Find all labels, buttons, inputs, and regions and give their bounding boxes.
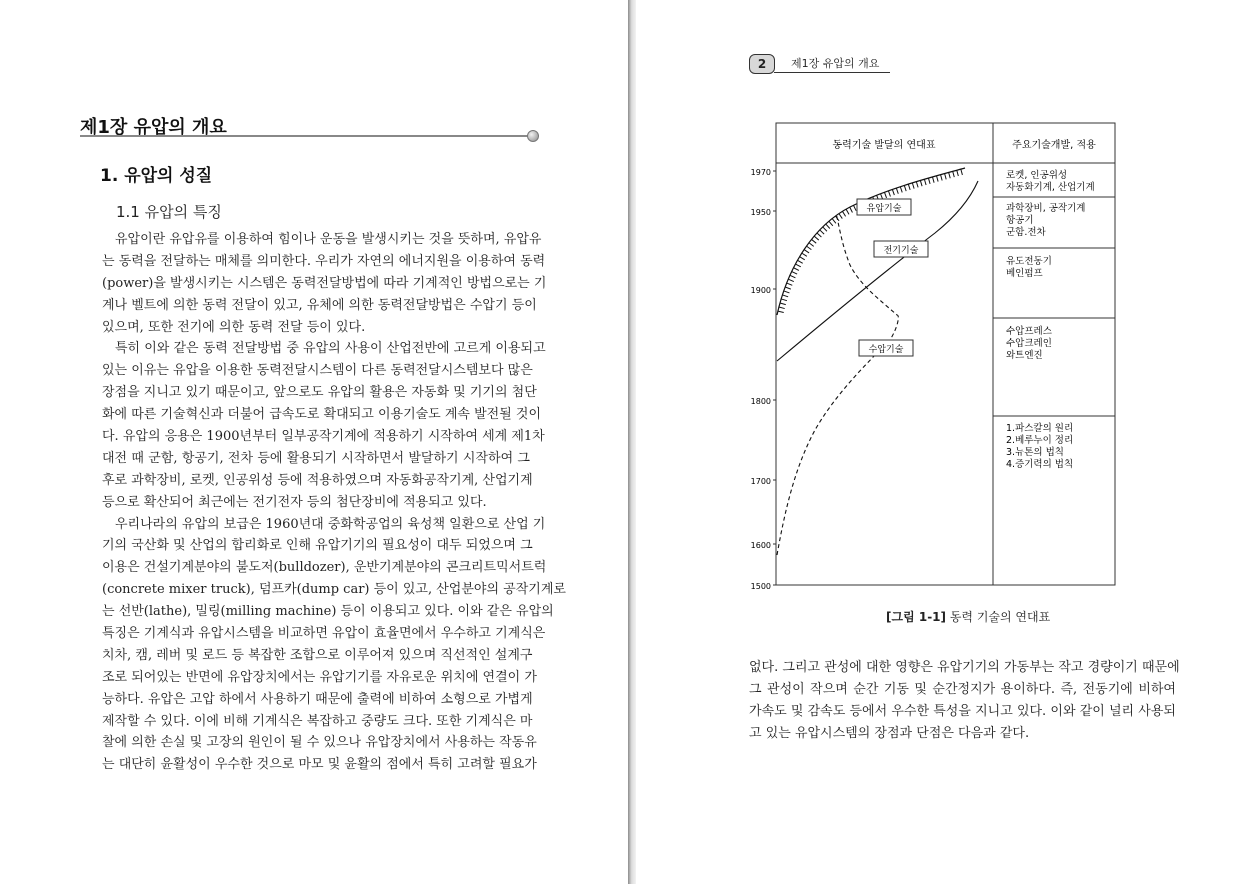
cell-text: 2.베루누이 정리 (1006, 435, 1074, 446)
text-line: 는 동력을 전달하는 매체를 의미한다. 우리가 자연의 에너지원을 이용하여 동력 (102, 253, 546, 269)
hatch-mark (806, 246, 811, 249)
text-line: 가속도 및 감속도 등에서 우수한 특성을 지니고 있다. 이와 같이 널리 사용되 (749, 703, 1176, 719)
hatch-mark (846, 209, 849, 214)
col1-header: 동력기술 발달의 연대표 (832, 140, 936, 151)
hatch-mark (826, 224, 830, 228)
text-line: 대전 때 군함, 항공기, 전차 등에 활용되기 시작하면서 발달하기 시작하여 그 (102, 450, 530, 466)
hatch-mark (937, 176, 939, 182)
text-line: 능하다. 유압은 고압 하에서 사용하기 때문에 출력에 비하여 소형으로 가볍게 (102, 691, 533, 707)
year-tick-label: 1950 (750, 208, 771, 217)
hydraulic-label: 유압기술 (866, 204, 902, 214)
timeline-figure (740, 115, 1130, 595)
text-line: 기의 국산화 및 산업의 합리화로 인해 유압기기의 필요성이 대두 되었으며 그 (102, 538, 533, 554)
hatch-mark (924, 179, 926, 185)
cell-text: 3.뉴톤의 법칙 (1006, 447, 1064, 458)
text-line: 특징은 기계식과 유압시스템을 비교하면 유압이 효율면에서 우수하고 기계식은 (102, 626, 546, 642)
hatch-mark (800, 257, 805, 260)
year-tick-label: 1900 (750, 286, 771, 295)
hatch-mark (842, 211, 845, 216)
text-line: 찰에 의한 손실 및 고장의 원인이 될 수 있으나 유압장치에서 사용하는 작동유 (102, 735, 537, 751)
hatch-mark (814, 236, 819, 240)
hatch-mark (817, 233, 821, 237)
text-line: 조로 되어있는 반면에 유압장치에서는 유압기기를 자유로운 위치에 연결이 가 (102, 669, 537, 685)
cell-text: 항공기 (1006, 215, 1034, 226)
cell-text: 자동화기계, 산업기계 (1006, 182, 1095, 193)
hatch-mark (920, 180, 922, 186)
year-tick-label: 1500 (750, 582, 771, 591)
cell-text: 수압크레인 (1006, 338, 1052, 349)
hatch-mark (961, 169, 963, 175)
hatch-mark (949, 172, 951, 178)
year-tick-label: 1800 (750, 397, 771, 406)
hatch-mark (820, 230, 824, 234)
hatch-mark (794, 268, 799, 271)
running-header-rule (774, 72, 890, 73)
hatch-mark (916, 182, 918, 188)
figure-caption (886, 608, 1050, 625)
text-line: 이용은 건설기계분야의 불도저(bulldozer), 운반기계분야의 콘크리트믹서트럭 (102, 560, 547, 576)
text-line: 특히 이와 같은 동력 전달방법 중 유압의 사용이 산업전반에 고르게 이용되고 (102, 341, 546, 357)
text-line: 계나 벨트에 의한 동력 전달이 있고, 유체에 의한 동력전달방법은 수압기 등이 (102, 297, 537, 313)
hatch-mark (804, 250, 809, 253)
hatch-mark (785, 287, 791, 289)
hatch-mark (850, 207, 853, 212)
text-line: 치차, 캠, 레버 및 로드 등 복잡한 조합으로 이루어져 있으며 직선적인 설계구 (102, 647, 533, 663)
hatch-mark (957, 170, 959, 176)
hatch-mark (829, 221, 833, 226)
right-body-text (749, 657, 1180, 745)
hydraulic-tech-curve (777, 168, 965, 315)
hatch-mark (788, 279, 794, 281)
cell-text: 4.증기력의 법칙 (1006, 459, 1074, 470)
cell-text: 로켓, 인공위성 (1006, 170, 1068, 181)
hatch-mark (900, 187, 902, 193)
year-axis (751, 168, 776, 591)
hatch-mark (932, 177, 934, 183)
hatch-mark (896, 188, 898, 194)
year-tick-label: 1600 (750, 541, 771, 550)
text-line: 유압이란 유압유를 이용하여 힘이나 운동을 발생시키는 것을 뜻하며, 유압유 (102, 232, 542, 247)
cell-text: 수압프레스 (1006, 326, 1052, 337)
hatch-mark (912, 183, 914, 189)
hatch-mark (941, 175, 943, 181)
text-line: 는 선반(lathe), 밀링(milling machine) 등이 이용되고 있다. 이와 같은 유압의 (102, 604, 554, 620)
text-line: 장점을 지니고 있기 때문이고, 앞으로도 유압의 활용은 자동화 및 기기의 첨단 (102, 385, 537, 401)
hatch-mark (778, 311, 784, 312)
hatch-mark (782, 295, 788, 297)
text-line: (concrete mixer truck), 덤프카(dump car) 등이 있고, 산업분야의 공작기계로 (102, 582, 566, 598)
book-spine (628, 0, 636, 884)
hatch-mark (787, 283, 793, 285)
text-line: 후로 과학장비, 로켓, 인공위성 등에 적용하였으며 자동화공작기계, 산업기계 (102, 472, 533, 488)
figure-caption-text: 동력 기술의 연대표 (946, 610, 1051, 624)
left-body-text (102, 229, 566, 776)
hatch-mark (904, 185, 906, 191)
col2-header: 주요기술개발, 적용 (1012, 140, 1096, 151)
hatch-mark (908, 184, 910, 190)
text-line: 있는 이유는 유압을 이용한 동력전달시스템이 다른 동력전달시스템보다 많은 (102, 363, 533, 379)
hatch-mark (953, 171, 955, 177)
hatch-mark (928, 178, 930, 184)
cell-text: 베인펌프 (1006, 268, 1043, 279)
year-tick-label: 1970 (750, 168, 771, 177)
hatch-mark (780, 303, 786, 305)
water-label: 수압기술 (868, 345, 904, 355)
chapter-rule-dot (527, 130, 539, 142)
text-line: 화에 따른 기술혁신과 더불어 급속도로 확대되고 이용기술도 계속 발전될 것이 (102, 407, 542, 423)
text-line: 등으로 확산되어 최근에는 전기전자 등의 첨단장비에 적용되고 있다. (102, 494, 487, 510)
hatch-mark (854, 205, 857, 210)
cell-text: 유도전동기 (1006, 256, 1052, 267)
hatch-mark (823, 227, 827, 231)
page-number-badge: 2 (749, 54, 775, 74)
text-line: (power)을 발생시키는 시스템은 동력전달방법에 따라 기계적인 방법으로는 기 (102, 275, 547, 291)
hatch-mark (792, 272, 797, 275)
hatch-mark (888, 191, 890, 197)
hatch-mark (832, 219, 836, 224)
text-line: 없다. 그리고 관성에 대한 영향은 유압기기의 가동부는 작고 경량이기 때문에 (749, 660, 1180, 675)
chapter-rule (80, 135, 532, 137)
year-tick-label: 1700 (750, 477, 771, 486)
figure-caption-number: [그림 1-1] (886, 610, 947, 624)
hatch-mark (795, 264, 800, 267)
cell-text: 1.파스칼의 원리 (1006, 423, 1074, 434)
hatch-mark (839, 214, 842, 219)
cell-text: 군함.전차 (1006, 227, 1046, 238)
tech-cells (1006, 169, 1095, 470)
text-line: 우리나라의 유압의 보급은 1960년대 중화학공업의 육성책 일환으로 산업 기 (102, 516, 546, 532)
hatch-mark (892, 189, 894, 195)
subsection-title: 1.1 유압의 특징 (116, 203, 222, 221)
hatch-mark (945, 174, 947, 180)
cell-text: 와트엔진 (1006, 350, 1043, 361)
text-line: 는 대단히 윤활성이 우수한 것으로 마모 및 윤활의 점에서 특히 고려할 필요가 (102, 757, 537, 773)
section-title: 1. 유압의 성질 (100, 166, 213, 186)
text-line: 있으며, 또한 전기에 의한 동력 전달 등이 있다. (102, 319, 366, 335)
text-line: 제작할 수 있다. 이에 비해 기계식은 복잡하고 중량도 크다. 또한 기계식은 마 (102, 713, 533, 729)
text-line: 다. 유압의 응용은 1900년부터 일부공작기계에 적용하기 시작하여 세계 제1차 (102, 429, 545, 445)
electric-label: 전기기술 (883, 246, 919, 256)
hatch-mark (812, 239, 817, 243)
text-line: 그 관성이 작으며 순간 기동 및 순간정지가 용이하다. 즉, 전동기에 비하여 (749, 681, 1176, 697)
running-header: 제1장 유압의 개요 (791, 57, 880, 70)
text-line: 고 있는 유압시스템의 장점과 단점은 다음과 같다. (749, 725, 1030, 741)
hatch-mark (781, 299, 787, 301)
hatch-mark (784, 291, 790, 293)
hatch-mark (809, 243, 814, 247)
chapter-title: 제1장 유압의 개요 (80, 117, 227, 138)
hatch-mark (802, 253, 807, 256)
hatch-mark (779, 307, 785, 309)
hatch-mark (790, 275, 795, 277)
hatch-mark (884, 192, 886, 198)
hatch-mark (798, 260, 803, 263)
cell-text: 과학장비, 공작기계 (1006, 203, 1086, 214)
